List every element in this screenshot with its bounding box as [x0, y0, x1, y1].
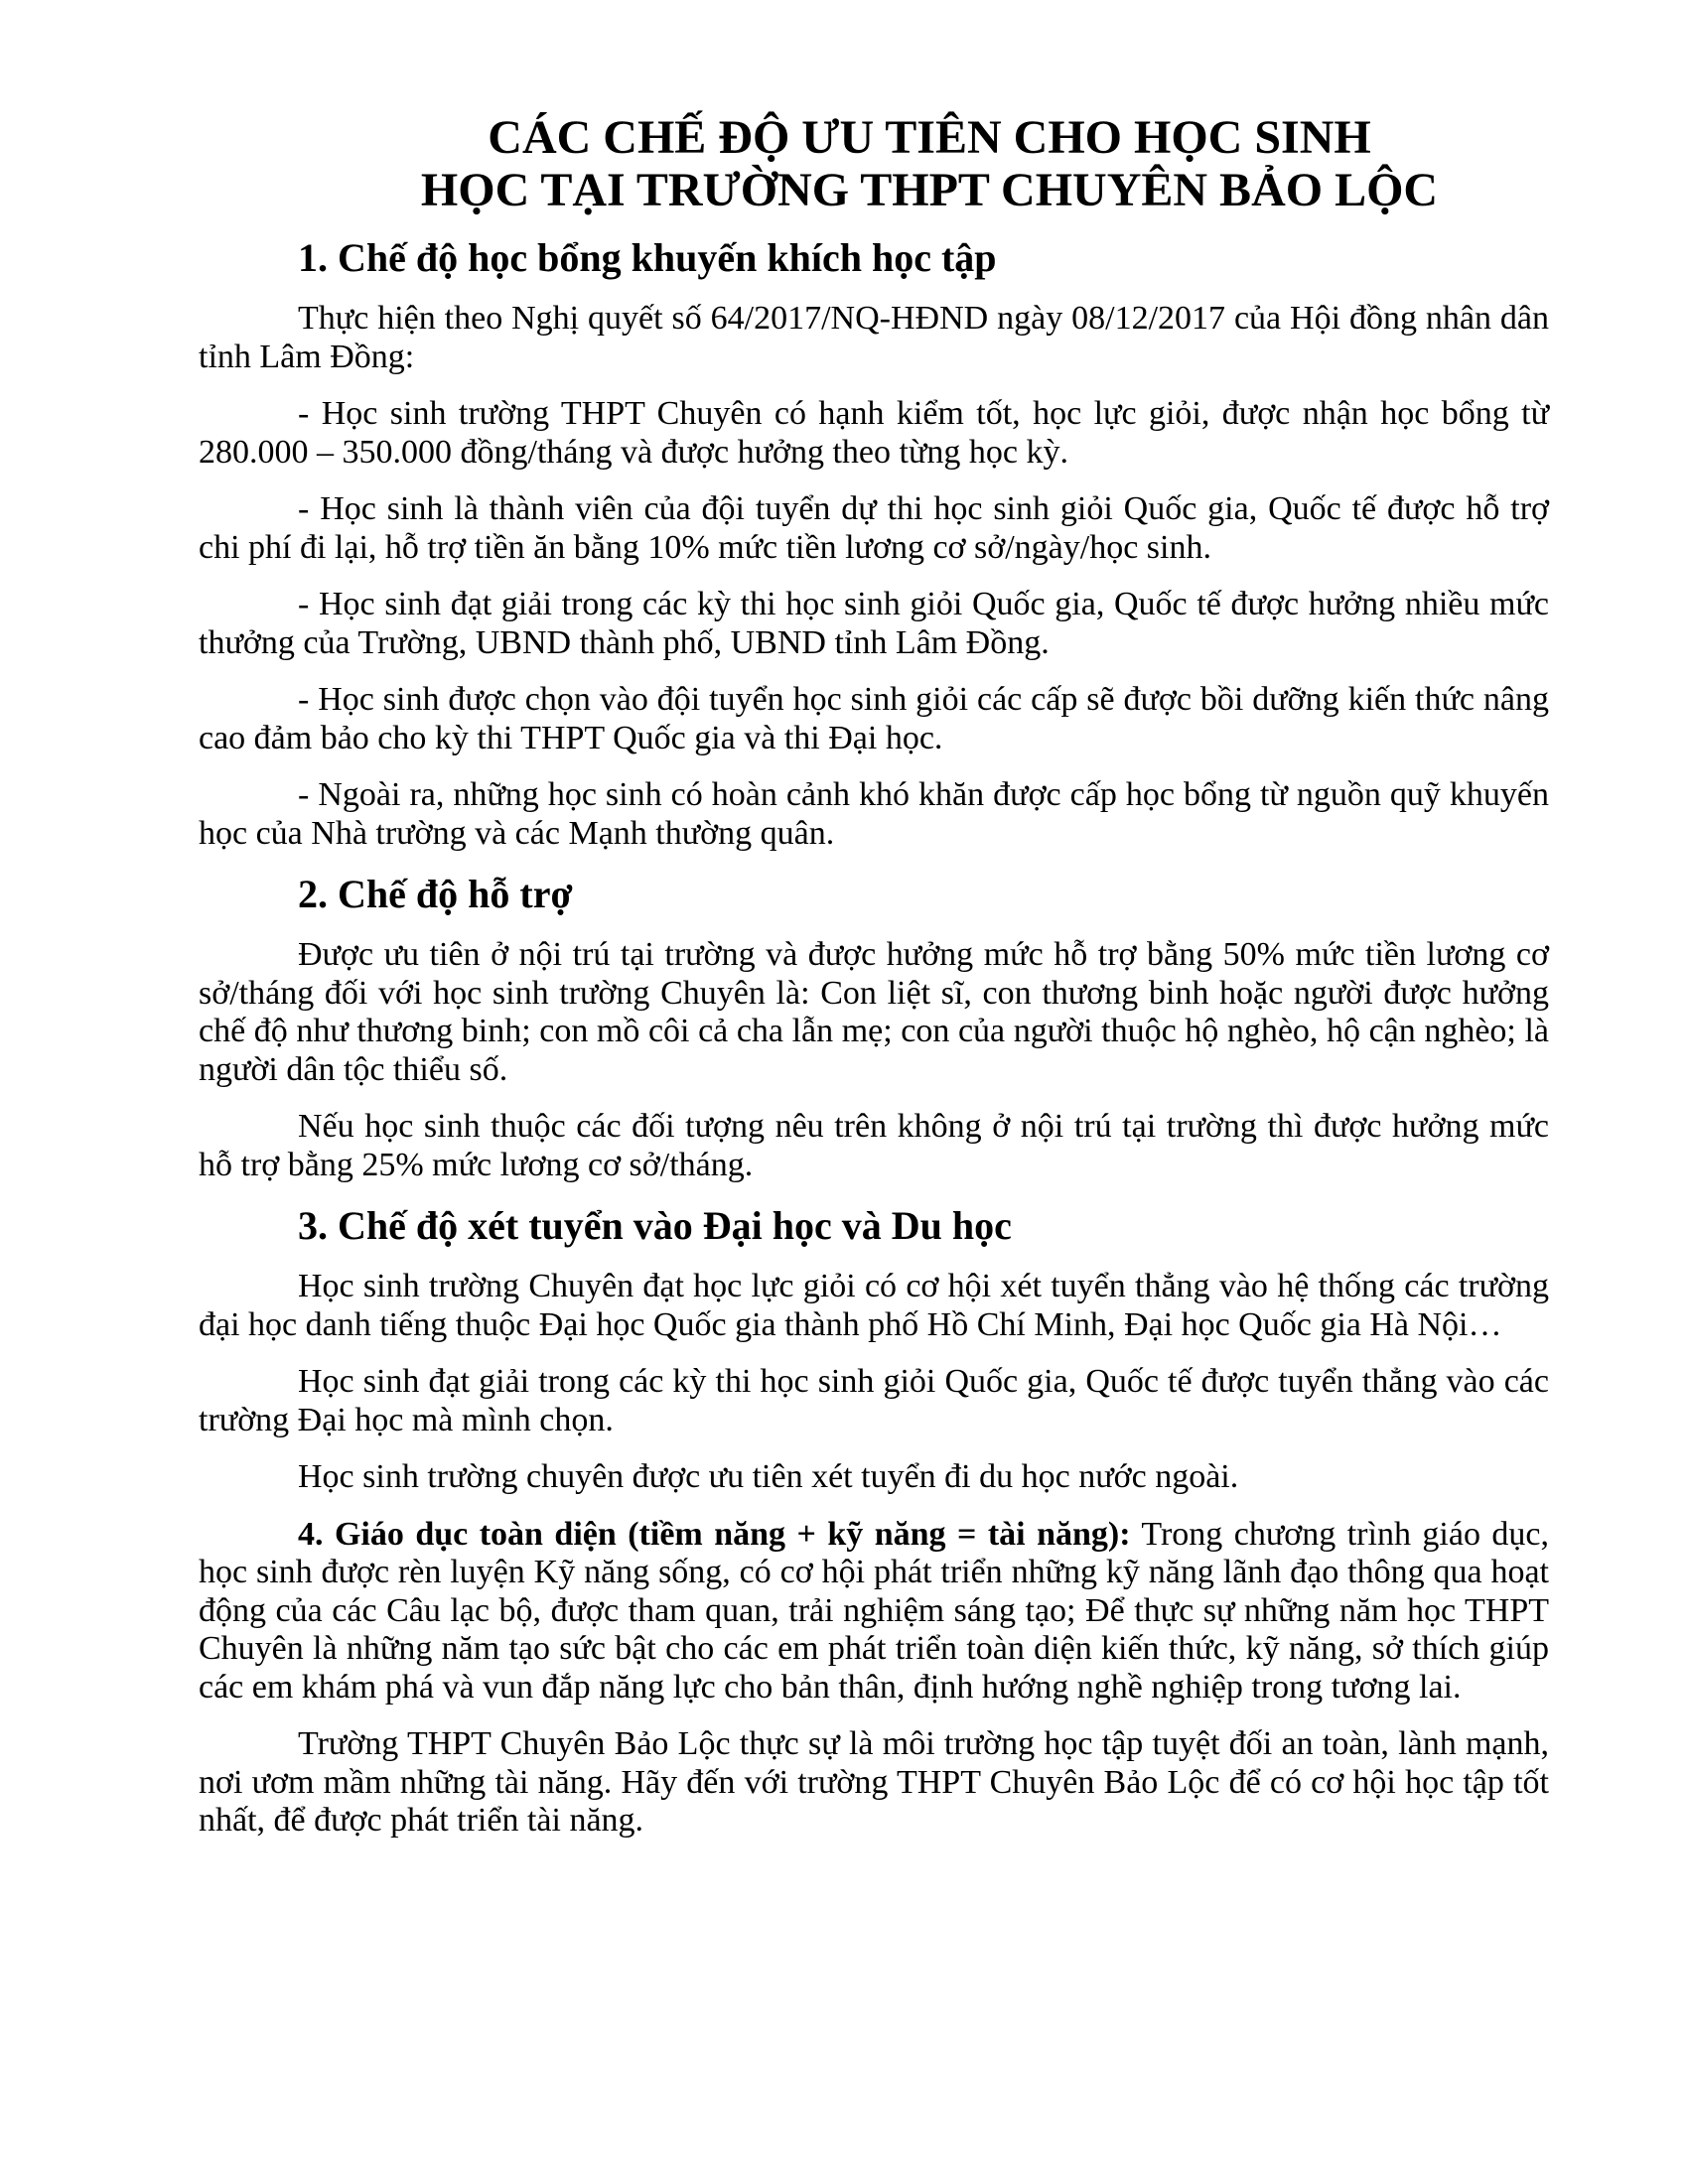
paragraph: - Học sinh được chọn vào đội tuyển học sinh giỏi các cấp sẽ được bồi dưỡng kiến thức nâng cao đảm bảo cho kỳ thi THPT Quốc gia và thi Đại học. — [199, 681, 1549, 756]
section-heading-support: 2. Chế độ hỗ trợ — [298, 872, 573, 916]
paragraph: - Học sinh trường THPT Chuyên có hạnh kiểm tốt, học lực giỏi, được nhận học bổng từ 280.000 – 350.000 đồng/tháng và được hưởng theo từng học kỳ. — [199, 395, 1549, 471]
document-title — [199, 111, 1549, 216]
section-heading-admission: 3. Chế độ xét tuyển vào Đại học và Du học — [298, 1203, 1012, 1248]
paragraph: Trường THPT Chuyên Bảo Lộc thực sự là môi trường học tập tuyệt đối an toàn, lành mạnh, nơi ươm mầm những tài năng. Hãy đến với trường THPT Chuyên Bảo Lộc để có cơ hội học tập tốt nhất, để được phát triển tài năng. — [199, 1725, 1549, 1839]
section-heading-comprehensive-education: 4. Giáo dục toàn diện (tiềm năng + kỹ năng = tài năng): — [298, 1515, 1131, 1553]
paragraph: Thực hiện theo Nghị quyết số 64/2017/NQ-HĐND ngày 08/12/2017 của Hội đồng nhân dân tỉnh Lâm Đồng: — [199, 300, 1549, 375]
paragraph: - Ngoài ra, những học sinh có hoàn cảnh khó khăn được cấp học bổng từ nguồn quỹ khuyến học của Nhà trường và các Mạnh thường quân. — [199, 776, 1549, 852]
paragraph: - Học sinh đạt giải trong các kỳ thi học sinh giỏi Quốc gia, Quốc tế được hưởng nhiều mức thưởng của Trường, UBND thành phố, UBND tỉnh Lâm Đồng. — [199, 586, 1549, 661]
paragraph-comprehensive-education — [199, 1516, 1549, 1707]
paragraph: Học sinh đạt giải trong các kỳ thi học sinh giỏi Quốc gia, Quốc tế được tuyển thẳng vào các trường Đại học mà mình chọn. — [199, 1363, 1549, 1438]
section-heading-scholarship: 1. Chế độ học bổng khuyến khích học tập — [298, 235, 997, 280]
paragraph-text: Trong chương trình giáo dục, học sinh được rèn luyện Kỹ năng sống, có cơ hội phát triển những kỹ năng lãnh đạo thông qua hoạt động của các Câu lạc bộ, được tham quan, trải nghiệm sáng tạo; Để thực sự những năm học THPT Chuyên là những năm tạo sức bật cho các em phát triển toàn diện kiến thức, kỹ năng, sở thích giúp các em khám phá và vun đắp năng lực cho bản thân, định hướng nghề nghiệp trong tương lai. — [199, 1515, 1550, 1706]
paragraph: - Học sinh là thành viên của đội tuyển dự thi học sinh giỏi Quốc gia, Quốc tế được hỗ trợ chi phí đi lại, hỗ trợ tiền ăn bằng 10% mức tiền lương cơ sở/ngày/học sinh. — [199, 490, 1549, 566]
paragraph: Học sinh trường Chuyên đạt học lực giỏi có cơ hội xét tuyển thẳng vào hệ thống các trường đại học danh tiếng thuộc Đại học Quốc gia thành phố Hồ Chí Minh, Đại học Quốc gia Hà Nội… — [199, 1268, 1549, 1343]
paragraph: Được ưu tiên ở nội trú tại trường và được hưởng mức hỗ trợ bằng 50% mức tiền lương cơ sở/tháng đối với học sinh trường Chuyên là: Con liệt sĩ, con thương binh hoặc người được hưởng chế độ như thương binh; con mồ côi cả cha lẫn mẹ; con của người thuộc hộ nghèo, hộ cận nghèo; là người dân tộc thiểu số. — [199, 936, 1549, 1088]
paragraph: Học sinh trường chuyên được ưu tiên xét tuyển đi du học nước ngoài. — [298, 1458, 1239, 1495]
paragraph: Nếu học sinh thuộc các đối tượng nêu trên không ở nội trú tại trường thì được hưởng mức hỗ trợ bằng 25% mức lương cơ sở/tháng. — [199, 1108, 1549, 1183]
document-title-line-2: HỌC TẠI TRƯỜNG THPT CHUYÊN BẢO LỘC — [420, 164, 1439, 216]
document-title-line-1: CÁC CHẾ ĐỘ ƯU TIÊN CHO HỌC SINH — [488, 111, 1371, 164]
